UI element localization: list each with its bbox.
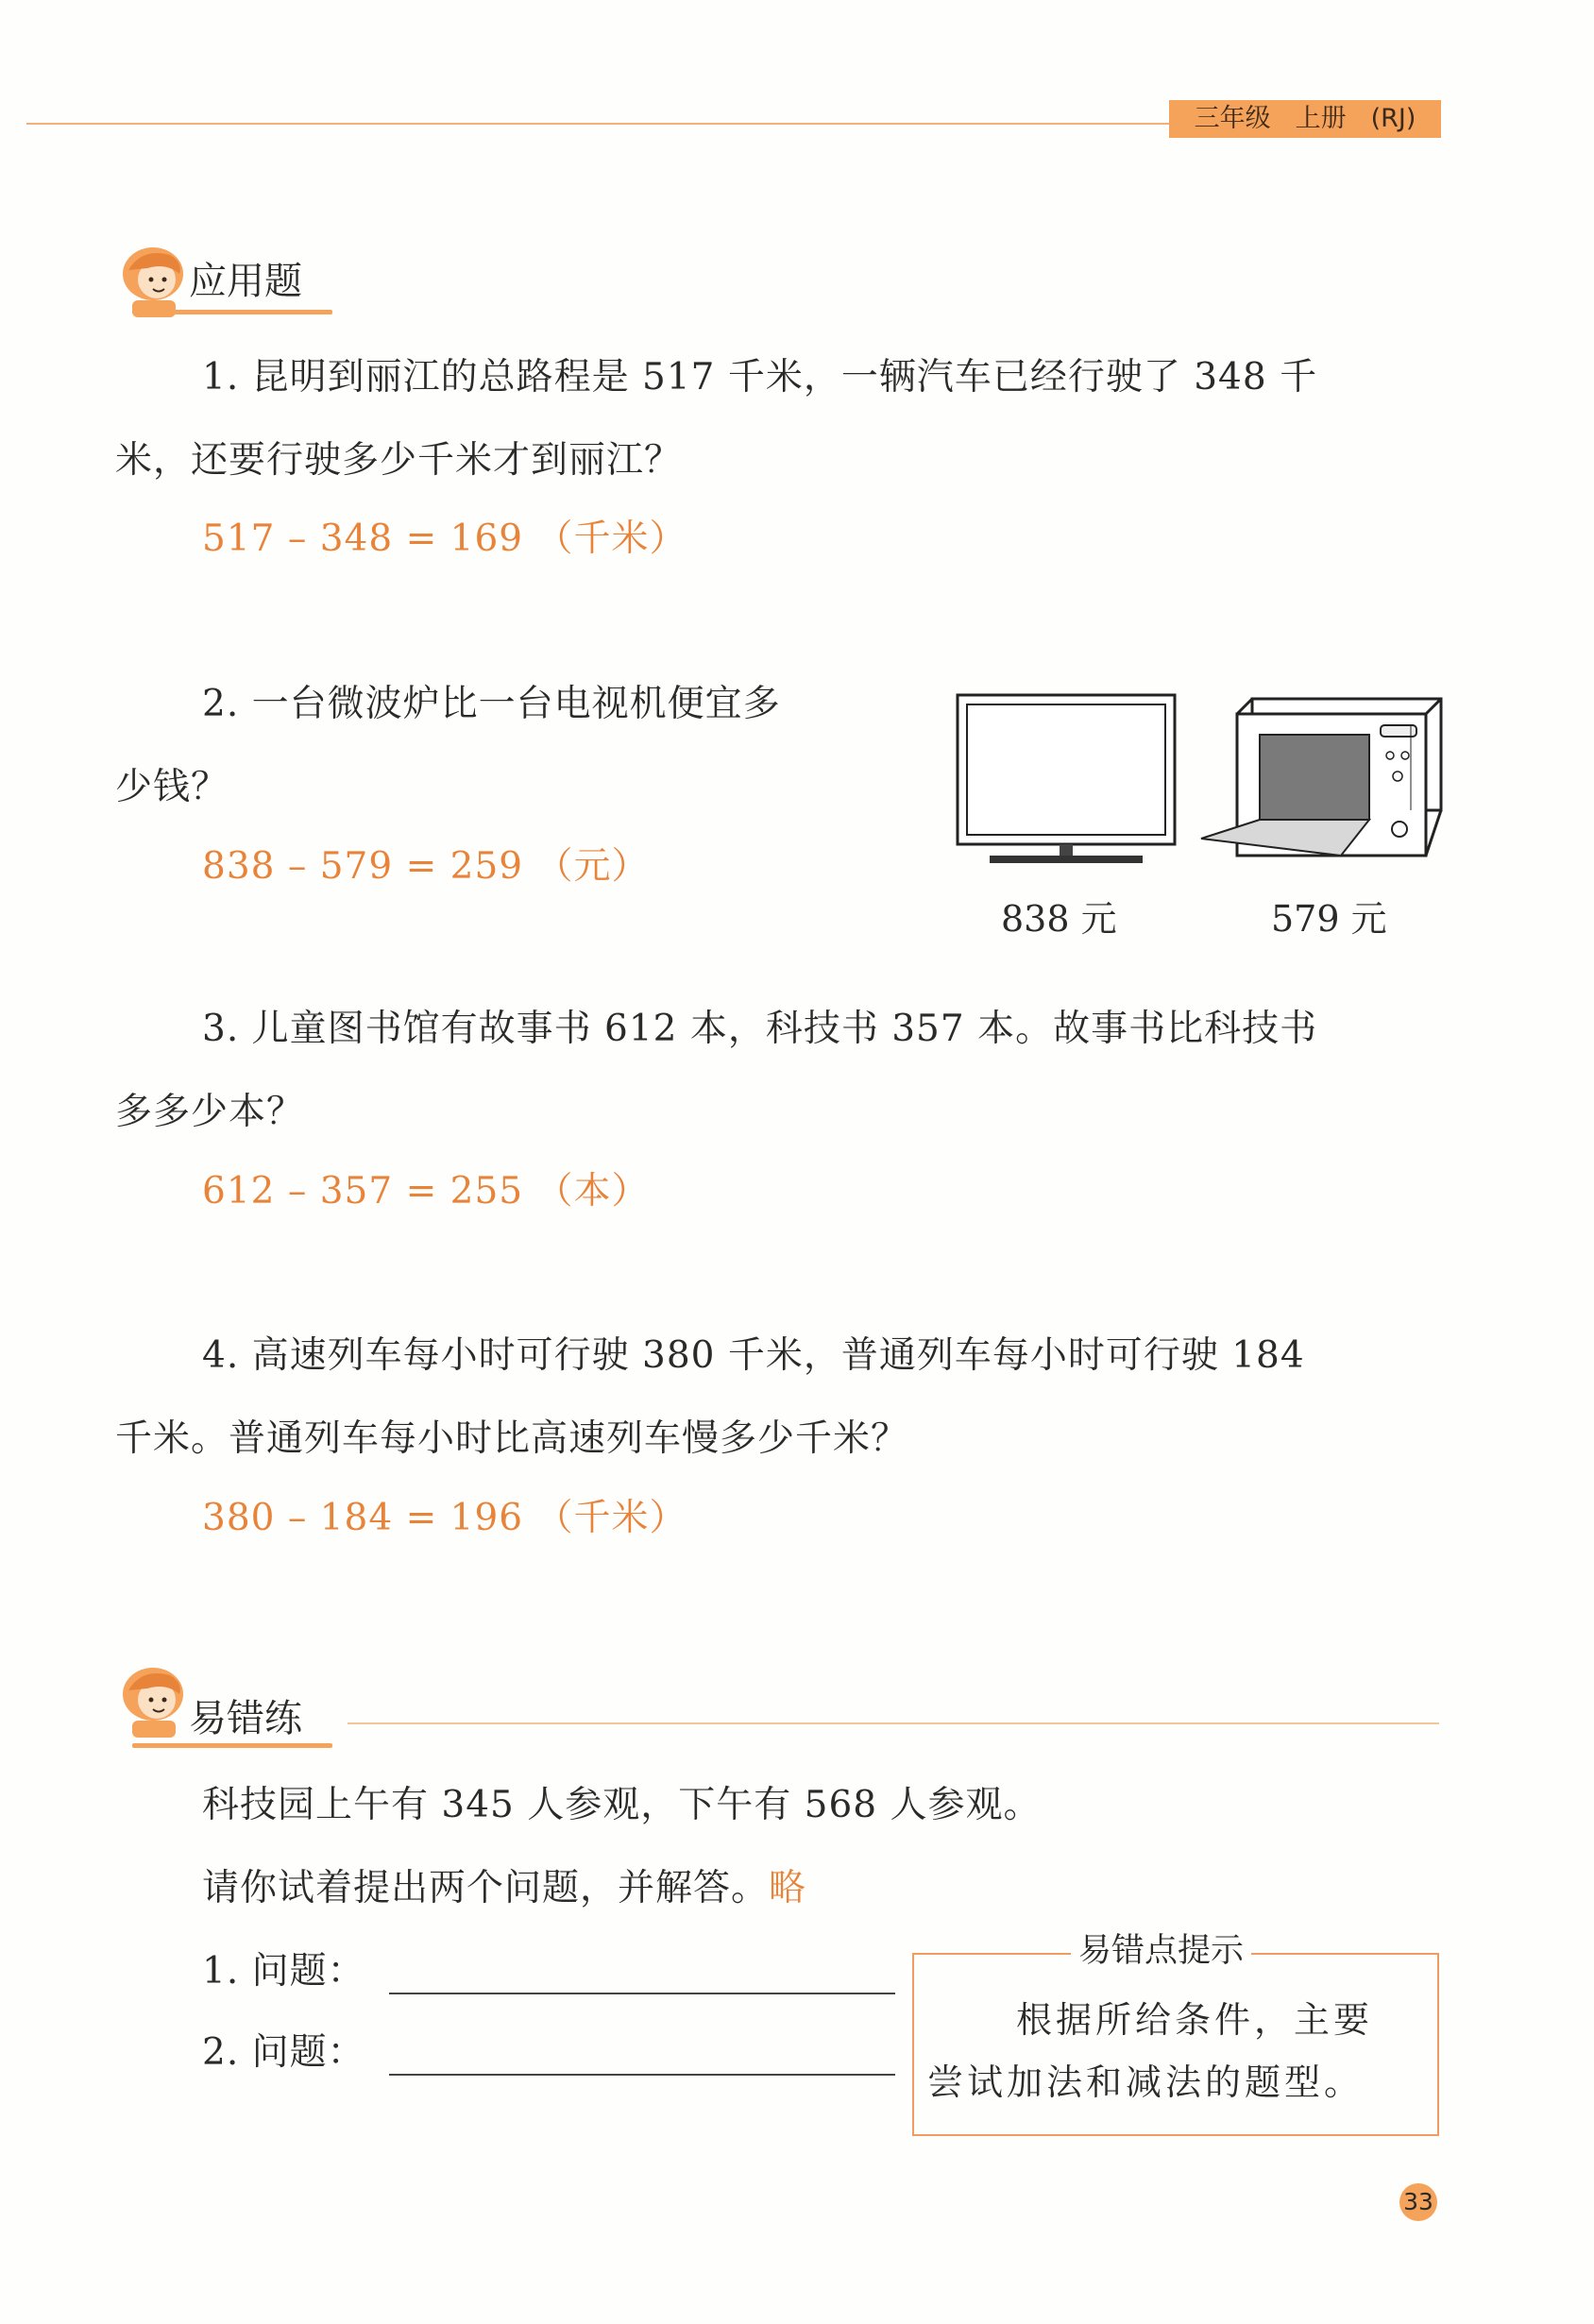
tip-title: 易错点提示 [1071,1932,1251,1970]
q3-line2: 多多少本？ [115,1091,305,1133]
question1-label: 1. 问题： [202,1950,365,1993]
q1-answer: 517 – 348 = 169 （千米） [202,517,687,560]
volume-label: 上册 [1295,104,1347,133]
question1-answer-line[interactable] [389,1993,895,1994]
mistake-prompt-line2 [202,1867,807,1909]
section-title-underline [132,310,332,314]
q2-line1: 2. 一台微波炉比一台电视机便宜多 [202,683,781,725]
page-number: 33 [1399,2183,1437,2221]
question2-answer-line[interactable] [389,2074,895,2076]
q1-line1: 1. 昆明到丽江的总路程是 517 千米，一辆汽车已经行驶了 348 千 [202,356,1318,399]
q4-answer: 380 – 184 = 196 （千米） [202,1497,687,1539]
tv-icon [956,693,1177,867]
section-title-mistakes: 易错练 [189,1697,302,1740]
mistake-prompt-line1: 科技园上午有 345 人参观，下午有 568 人参观。 [202,1784,1042,1826]
mistake-prompt-text: 请你试着提出两个问题，并解答。 [202,1867,770,1909]
q1-line2: 米，还要行驶多少千米才到丽江？ [115,439,683,482]
edition-label: (RJ) [1370,104,1416,133]
q3-answer: 612 – 357 = 255 （本） [202,1170,650,1213]
tv-price: 838 元 [1001,898,1117,940]
q3-line1: 3. 儿童图书馆有故事书 612 本，科技书 357 本。故事书比科技书 [202,1008,1318,1050]
q2-answer: 838 – 579 = 259 （元） [202,845,650,888]
section-rule [348,1722,1439,1724]
tip-line2: 尝试加法和减法的题型。 [927,2061,1365,2103]
mistake-prompt-answer: 略 [769,1867,807,1909]
microwave-icon [1199,697,1445,859]
q4-line1: 4. 高速列车每小时可行驶 380 千米，普通列车每小时可行驶 184 [202,1334,1305,1377]
student-mascot-icon [113,1662,195,1739]
q2-line2: 少钱？ [115,766,229,808]
student-mascot-icon [113,242,195,319]
section-title-applied: 应用题 [189,260,302,303]
microwave-price: 579 元 [1271,898,1387,940]
tip-line1: 根据所给条件，主要 [1016,1999,1374,2041]
section-title-underline [132,1743,332,1748]
question2-label: 2. 问题： [202,2031,365,2074]
grade-label: 三年级 [1194,104,1271,133]
tip-box [912,1953,1439,2136]
grade-tab [1169,100,1441,138]
header-rule [26,123,1169,125]
q4-line2: 千米。普通列车每小时比高速列车慢多少千米？ [115,1417,909,1460]
